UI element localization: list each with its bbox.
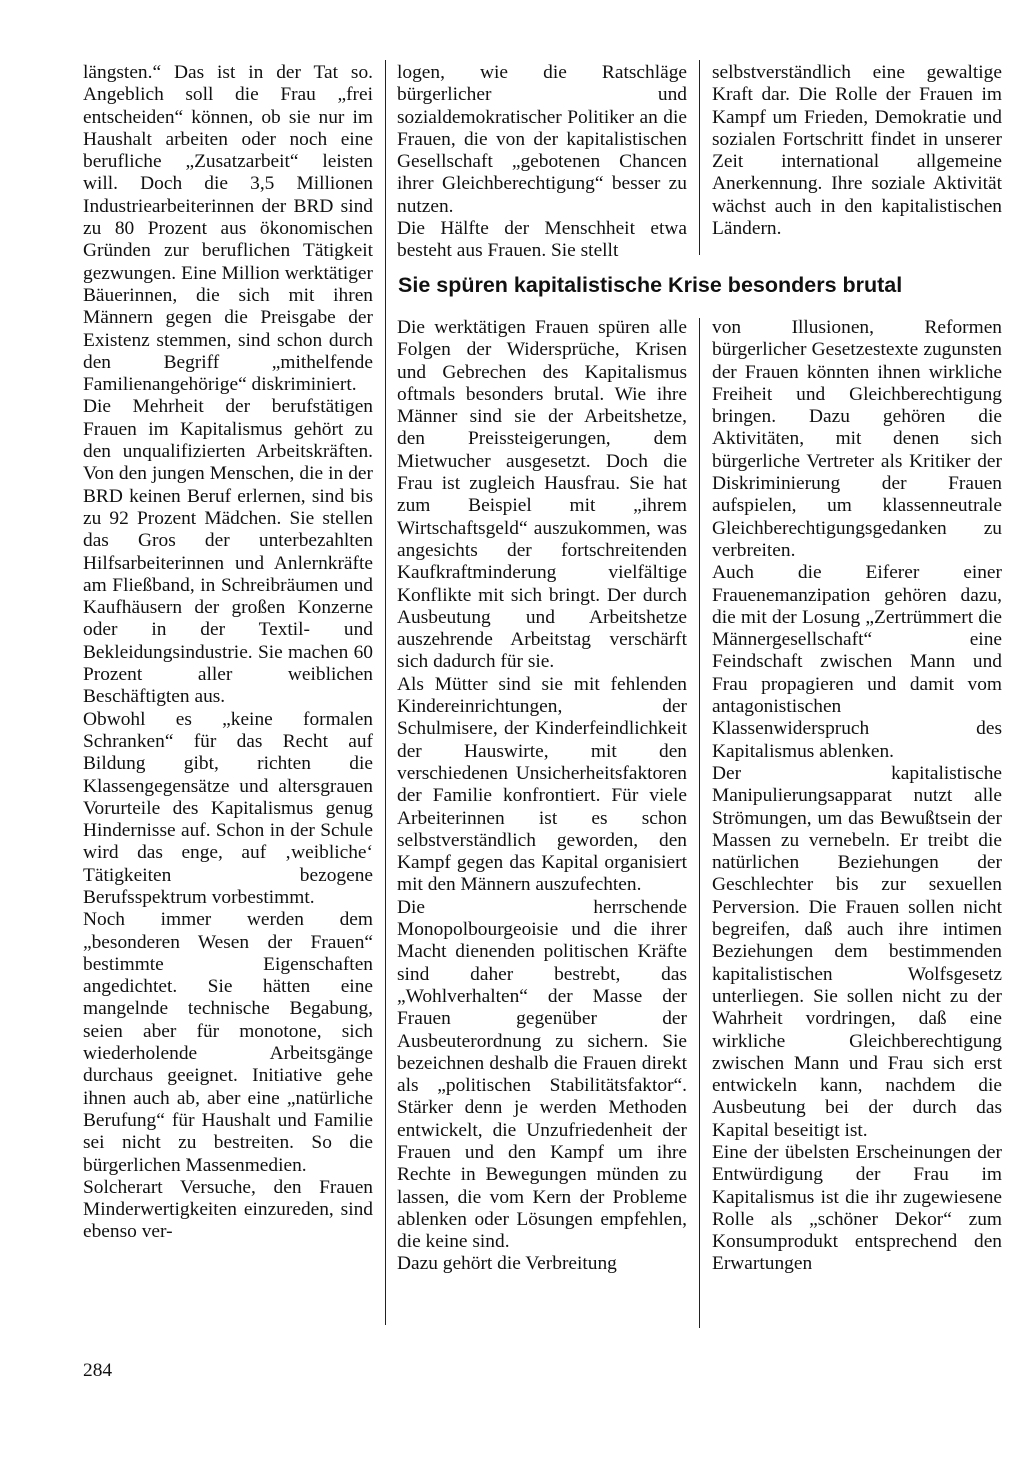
column-rule-right-bottom (699, 318, 700, 1328)
paragraph: selbstverständlich eine gewaltige Kraft dar. Die Rolle der Frauen im Kampf um Frieden, Demokratie und sozialen Fortschritt findet in unserer Zeit international allgemeine Anerkennung. Ihre soziale Aktivität wächst auch in den kapitalistischen Ländern. (712, 62, 1002, 240)
column-1 (83, 62, 373, 1244)
paragraph: längsten.“ Das ist in der Tat so. Angeblich soll die Frau „frei entscheiden“ können, ob sie nur im Haushalt arbeiten oder noch eine berufliche „Zusatzarbeit“ leisten will. Doch die 3,5 Millionen Industriearbeiterinnen der BRD sind zu 80 Prozent aus ökonomischen Gründen zur beruflichen Tätigkeit gezwungen. Eine Million werktätiger Bäuerinnen, die sich mit ihren Männern gegen die Preisgabe der Existenz stemmen, sind schon durch den Begriff „mithelfende Familienangehörige“ diskriminiert. (83, 62, 373, 396)
paragraph: logen, wie die Ratschläge bürgerlicher und sozialdemokratischer Politiker an die Frauen, die von der kapitalistischen Gesellschaft „gebotenen Chancen ihrer Gleichberechtigung“ besser zu nutzen. (397, 62, 687, 217)
page-number: 284 (83, 1360, 113, 1381)
column-3-bottom (712, 317, 1002, 1276)
paragraph: Der kapitalistische Manipulierungsapparat nutzt alle Strömungen, um das Bewußtsein der Massen zu vernebeln. Er treibt die natürlichen Beziehungen der Geschlechter bis zur sexuellen Perversion. Die Frauen sollen nicht begreifen, daß auch ihre intimen Beziehungen dem bestimmenden kapitalistischen Wolfsgesetz unterliegen. Sie sollen nicht zu der Wahrheit vordringen, daß eine wirkliche Gleichberechtigung zwischen Mann und Frau sich erst entwickeln kann, nachdem die Ausbeutung bei der durch das Kapital beseitigt ist. (712, 762, 1002, 1141)
paragraph: Die werktätigen Frauen spüren alle Folgen der Widersprüche, Krisen und Gebrechen des Kapitalismus oftmals besonders brutal. Wie ihre Männer sind sie der Arbeitshetze, den Preissteigerungen, dem Mietwucher ausgesetzt. Doch die Frau ist zugleich Hausfrau. Sie hat zum Beispiel mit „ihrem Wirtschaftsgeld“ auszukommen, was angesichts der fortschreitenden Kaufkraftminderung vielfältige Konflikte mit sich bringt. Der durch Ausbeutung und Arbeitshetze auszehrende Arbeitstag verschärft sich dadurch für sie. (397, 317, 687, 673)
column-2-bottom (397, 317, 687, 1276)
column-rule-right-top (699, 60, 700, 255)
column-rule-left (385, 60, 386, 1325)
paragraph: Noch immer werden dem „besonderen Wesen der Frauen“ bestimmte Eigenschaften angedichtet. Sie hätten eine mangelnde technische Begabung, seien aber für monotone, sich wiederholende Arbeitsgänge durchaus geeignet. Initiative gehe ihnen auch ab, aber eine „natürliche Berufung“ für Haushalt und Familie sei nicht zu bestreiten. So die bürgerlichen Massenmedien. (83, 909, 373, 1176)
paragraph: Dazu gehört die Verbreitung (397, 1253, 617, 1275)
paragraph: Solcherart Versuche, den Frauen Minderwertigkeiten einzureden, sind ebenso ver- (83, 1176, 373, 1243)
paragraph: Eine der übelsten Erscheinungen der Entwürdigung der Frau im Kapitalismus ist die ihr zugewiesene Rolle als „schöner Dekor“ zum Konsumprodukt entsprechend den Erwartungen (712, 1141, 1002, 1275)
paragraph: Die herrschende Monopolbourgeoisie und die ihrer Macht dienenden politischen Kräfte sind daher bestrebt, das „Wohlverhalten“ der Masse der Frauen gegenüber der Ausbeuterordnung zu sichern. Sie bezeichnen deshalb die Frauen direkt als „politischen Stabilitätsfaktor“. Stärker denn je werden Methoden entwickelt, die Unzufriedenheit der Frauen und den Kampf um ihre Rechte in Bewegungen münden zu lassen, die vom Kern der Probleme ablenken oder Lösungen empfehlen, die keine sind. (397, 896, 687, 1253)
paragraph: Die Hälfte der Menschheit etwa besteht aus Frauen. Sie stellt (397, 218, 687, 262)
paragraph: Obwohl es „keine formalen Schranken“ für das Recht auf Bildung gibt, richten die Klassengegensätze und altersgrauen Vorurteile des Kapitalismus genug Hindernisse auf. Schon in der Schule wird das enge, auf ‚weibliche‘ Tätigkeiten bezogene Berufsspektrum vorbestimmt. (83, 708, 373, 908)
paragraph: Auch die Eiferer einer Frauenemanzipation gehören dazu, die mit der Losung „Zertrümmert die Männergesellschaft“ eine Feindschaft zwischen Mann und Frau propagieren und damit vom antagonistischen Klassenwiderspruch des Kapitalismus ablenken. (712, 562, 1002, 762)
paragraph: von Illusionen, Reformen bürgerlicher Gesetzestexte zugunsten der Frauen könnten ihnen wirkliche Freiheit und Gleichberechtigung bringen. Dazu gehören die Aktivitäten, mit denen sich bürgerliche Vertreter als Kritiker der Diskriminierung der Frauen aufspielen, um klassenneutrale Gleichberechtigungsgedanken zu verbreiten. (712, 317, 1002, 561)
column-2-top (397, 62, 687, 263)
paragraph: Als Mütter sind sie mit fehlenden Kindereinrichtungen, der Schulmisere, der Kinderfeindlichkeit der Hauswirte, mit den verschiedenen Unsicherheitsfaktoren der Familie konfrontiert. Für viele Arbeiterinnen ist es schon selbstverständlich geworden, den Kampf gegen das Kapital organisiert mit den Männern auszufechten. (397, 673, 687, 896)
section-heading: Sie spüren kapitalistische Krise besonders brutal (398, 273, 903, 297)
column-3-top (712, 62, 1002, 240)
paragraph: Die Mehrheit der berufstätigen Frauen im Kapitalismus gehört zu den unqualifizierten Arbeitskräften. Von den jungen Menschen, die in der BRD keinen Beruf erlernen, sind bis zu 92 Prozent Mädchen. Sie stellen das Gros der unterbezahlten Hilfsarbeiterinnen und Anlernkräfte am Fließband, in Schreibräumen und Kaufhäusern der großen Konzerne oder in der Textil- und Bekleidungsindustrie. Sie machen 60 Prozent aller weiblichen Beschäftigten aus. (83, 396, 373, 708)
